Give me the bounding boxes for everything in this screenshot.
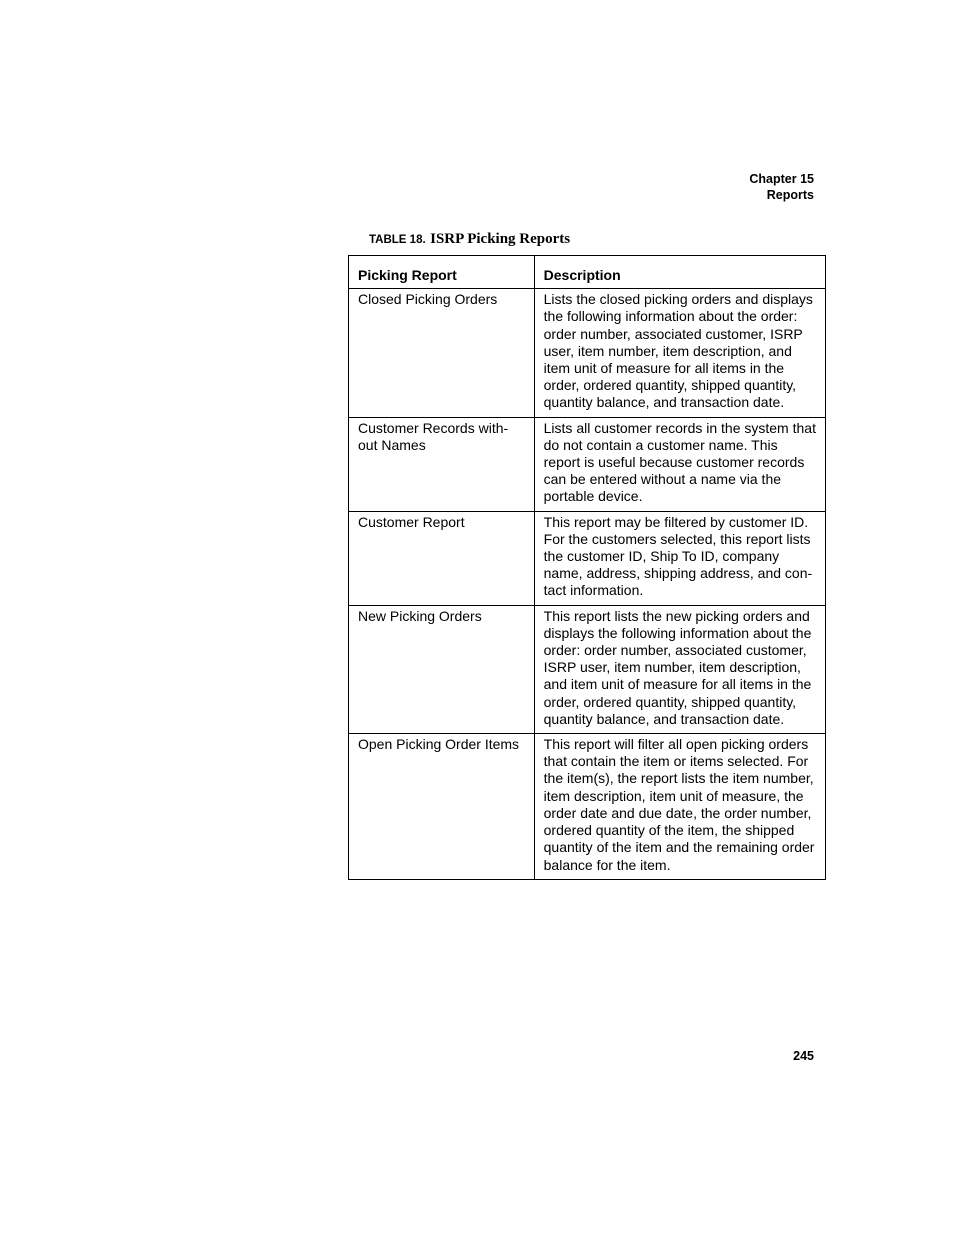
table-caption-label: TABLE 18.	[369, 234, 426, 246]
report-name-cell: Closed Picking Orders	[349, 289, 535, 417]
page-number: 245	[793, 1049, 814, 1063]
table-row	[349, 734, 826, 880]
running-head	[749, 171, 814, 203]
description-cell: This report may be filtered by customer ID. For the customers selected, this report lists the customer ID, Ship To ID, company name, address, shipping address, and con- tact information.	[534, 511, 825, 605]
report-name-cell: Customer Report	[349, 511, 535, 605]
description-cell: Lists the closed picking orders and displays the following information about the order: order number, associated customer, ISRP user, item number, item description, and item unit of measure for all items in the order, ordered quantity, shipped quantity, quantity balance, and transaction date.	[534, 289, 825, 417]
description-cell: Lists all customer records in the system that do not contain a customer name. This report is useful because customer records can be entered without a name via the portable device.	[534, 417, 825, 511]
description-cell: This report lists the new picking orders and displays the following information about the order: order number, associated customer, ISRP user, item number, item description, and item unit of measure for all items in the order, ordered quantity, shipped quantity, quantity balance, and transaction date.	[534, 605, 825, 733]
column-header-picking-report: Picking Report	[349, 256, 535, 289]
table-header-row	[349, 256, 826, 289]
picking-reports-table	[348, 255, 826, 880]
report-name-cell: Customer Records with- out Names	[349, 417, 535, 511]
table-row	[349, 417, 826, 511]
table-caption-title: ISRP Picking Reports	[430, 231, 571, 247]
table-row	[349, 511, 826, 605]
table-row	[349, 605, 826, 733]
description-cell: This report will filter all open picking orders that contain the item or items selected. For the item(s), the report lists the item number, item description, item unit of measure, the order date and due date, the order number, ordered quantity of the item, the shipped quantity of the item and the remaining order balance for the item.	[534, 734, 825, 880]
table-row	[349, 289, 826, 417]
report-name-cell: New Picking Orders	[349, 605, 535, 733]
table-caption	[369, 230, 570, 248]
column-header-description: Description	[534, 256, 825, 289]
report-name-cell: Open Picking Order Items	[349, 734, 535, 880]
section-label: Reports	[766, 188, 814, 202]
chapter-label: Chapter 15	[749, 172, 814, 186]
